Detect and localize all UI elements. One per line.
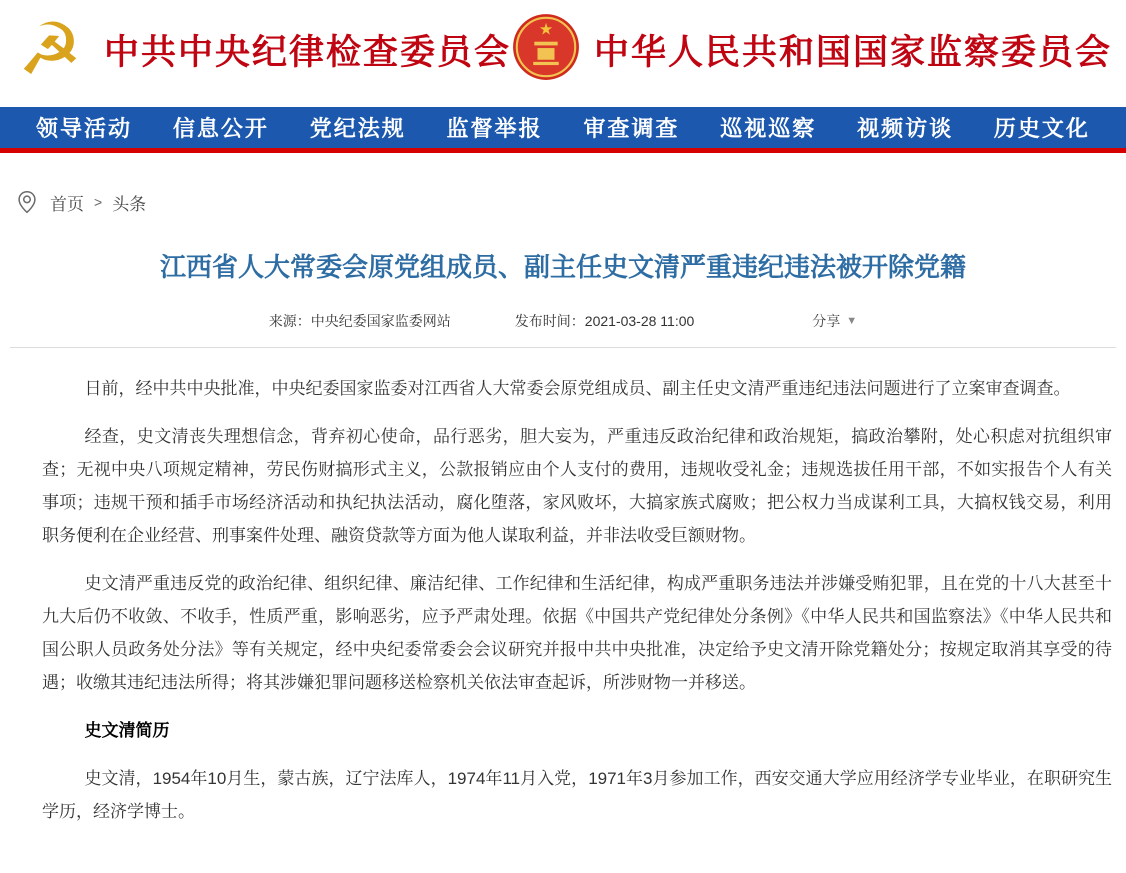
national-emblem-icon (512, 13, 580, 86)
chevron-down-icon: ▼ (846, 314, 858, 327)
article-source: 来源：中央纪委国家监委网站 (268, 312, 451, 329)
breadcrumb-separator: > (94, 194, 103, 210)
breadcrumb-current[interactable]: 头条 (112, 194, 147, 214)
article-meta (10, 311, 1116, 348)
article-paragraph-2: 经查，史文清丧失理想信念，背弃初心使命，品行恶劣，胆大妄为，严重违反政治纪律和政治规矩，搞政治攀附，处心积虑对抗组织审查；无视中央八项规定精神，劳民伤财搞形式主义，公款报销应由个人支付的费用，违规收受礼金；违规选拔任用干部，不如实报告个人有关事项；违规干预和插手市场经济活动和执纪执法活动，腐化堕落，家风败坏，大搞家族式腐败；把公权力当成谋利工具，大搞权钱交易，利用职务便利在企业经营、刑事案件处理、融资贷款等方面为他人谋取利益，并非法收受巨额财物。 (42, 426, 1112, 545)
party-emblem-icon: ☭ (17, 9, 83, 90)
share-button[interactable] (812, 311, 857, 331)
ccdi-brand[interactable] (10, 9, 512, 90)
ccdi-title: 中共中央纪律检查委员会 (104, 32, 512, 72)
nav-item-supervision-report[interactable]: 监督举报 (446, 116, 543, 141)
svg-text:★: ★ (538, 21, 554, 39)
nav-item-info-disclosure[interactable]: 信息公开 (172, 116, 269, 141)
nav-item-review-investigation[interactable]: 审查调查 (583, 116, 680, 141)
nsc-title: 中华人民共和国国家监察委员会 (593, 32, 1112, 72)
location-pin-icon (14, 189, 40, 215)
breadcrumb-home[interactable]: 首页 (50, 194, 84, 214)
article-subheading: 史文清简历 (84, 720, 170, 740)
nav-item-history-culture[interactable]: 历史文化 (993, 116, 1090, 141)
nav-item-leader-activities[interactable]: 领导活动 (36, 116, 133, 141)
article-paragraph-1: 日前，经中共中央批准，中央纪委国家监委对江西省人大常委会原党组成员、副主任史文清严重违纪违法问题进行了立案审查调查。 (84, 378, 1071, 398)
article-body (0, 348, 1126, 873)
site-header (0, 0, 1126, 107)
article-paragraph-3: 史文清严重违反党的政治纪律、组织纪律、廉洁纪律、工作纪律和生活纪律，构成严重职务违法并涉嫌受贿犯罪，且在党的十八大甚至十九大后仍不收敛、不收手，性质严重，影响恶劣，应予严肃处理。依据《中国共产党纪律处分条例》《中华人民共和国监察法》《中华人民共和国公职人员政务处分法》等有关规定，经中央纪委常委会会议研究并报中共中央批准，决定给予史文清开除党籍处分；按规定取消其享受的待遇；收缴其违纪违法所得；将其涉嫌犯罪问题移送检察机关依法审查起诉，所涉财物一并移送。 (42, 573, 1112, 692)
article (0, 251, 1126, 873)
nav-item-inspection-tour[interactable]: 巡视巡察 (720, 116, 817, 141)
breadcrumb (0, 153, 1126, 215)
article-publish-time: 发布时间：2021-03-28 11:00 (514, 312, 695, 329)
main-nav (0, 107, 1126, 153)
article-title: 江西省人大常委会原党组成员、副主任史文清严重违纪违法被开除党籍 (159, 252, 966, 282)
article-bio-paragraph: 史文清，1954年10月生，蒙古族，辽宁法库人，1974年11月入党，1971年3月参加工作，西安交通大学应用经济学专业毕业，在职研究生学历，经济学博士。 (42, 768, 1112, 821)
nsc-brand[interactable] (512, 13, 1112, 86)
nav-item-party-rules[interactable]: 党纪法规 (309, 116, 406, 141)
nav-item-video-interviews[interactable]: 视频访谈 (857, 116, 954, 141)
share-label: 分享 (812, 312, 841, 329)
